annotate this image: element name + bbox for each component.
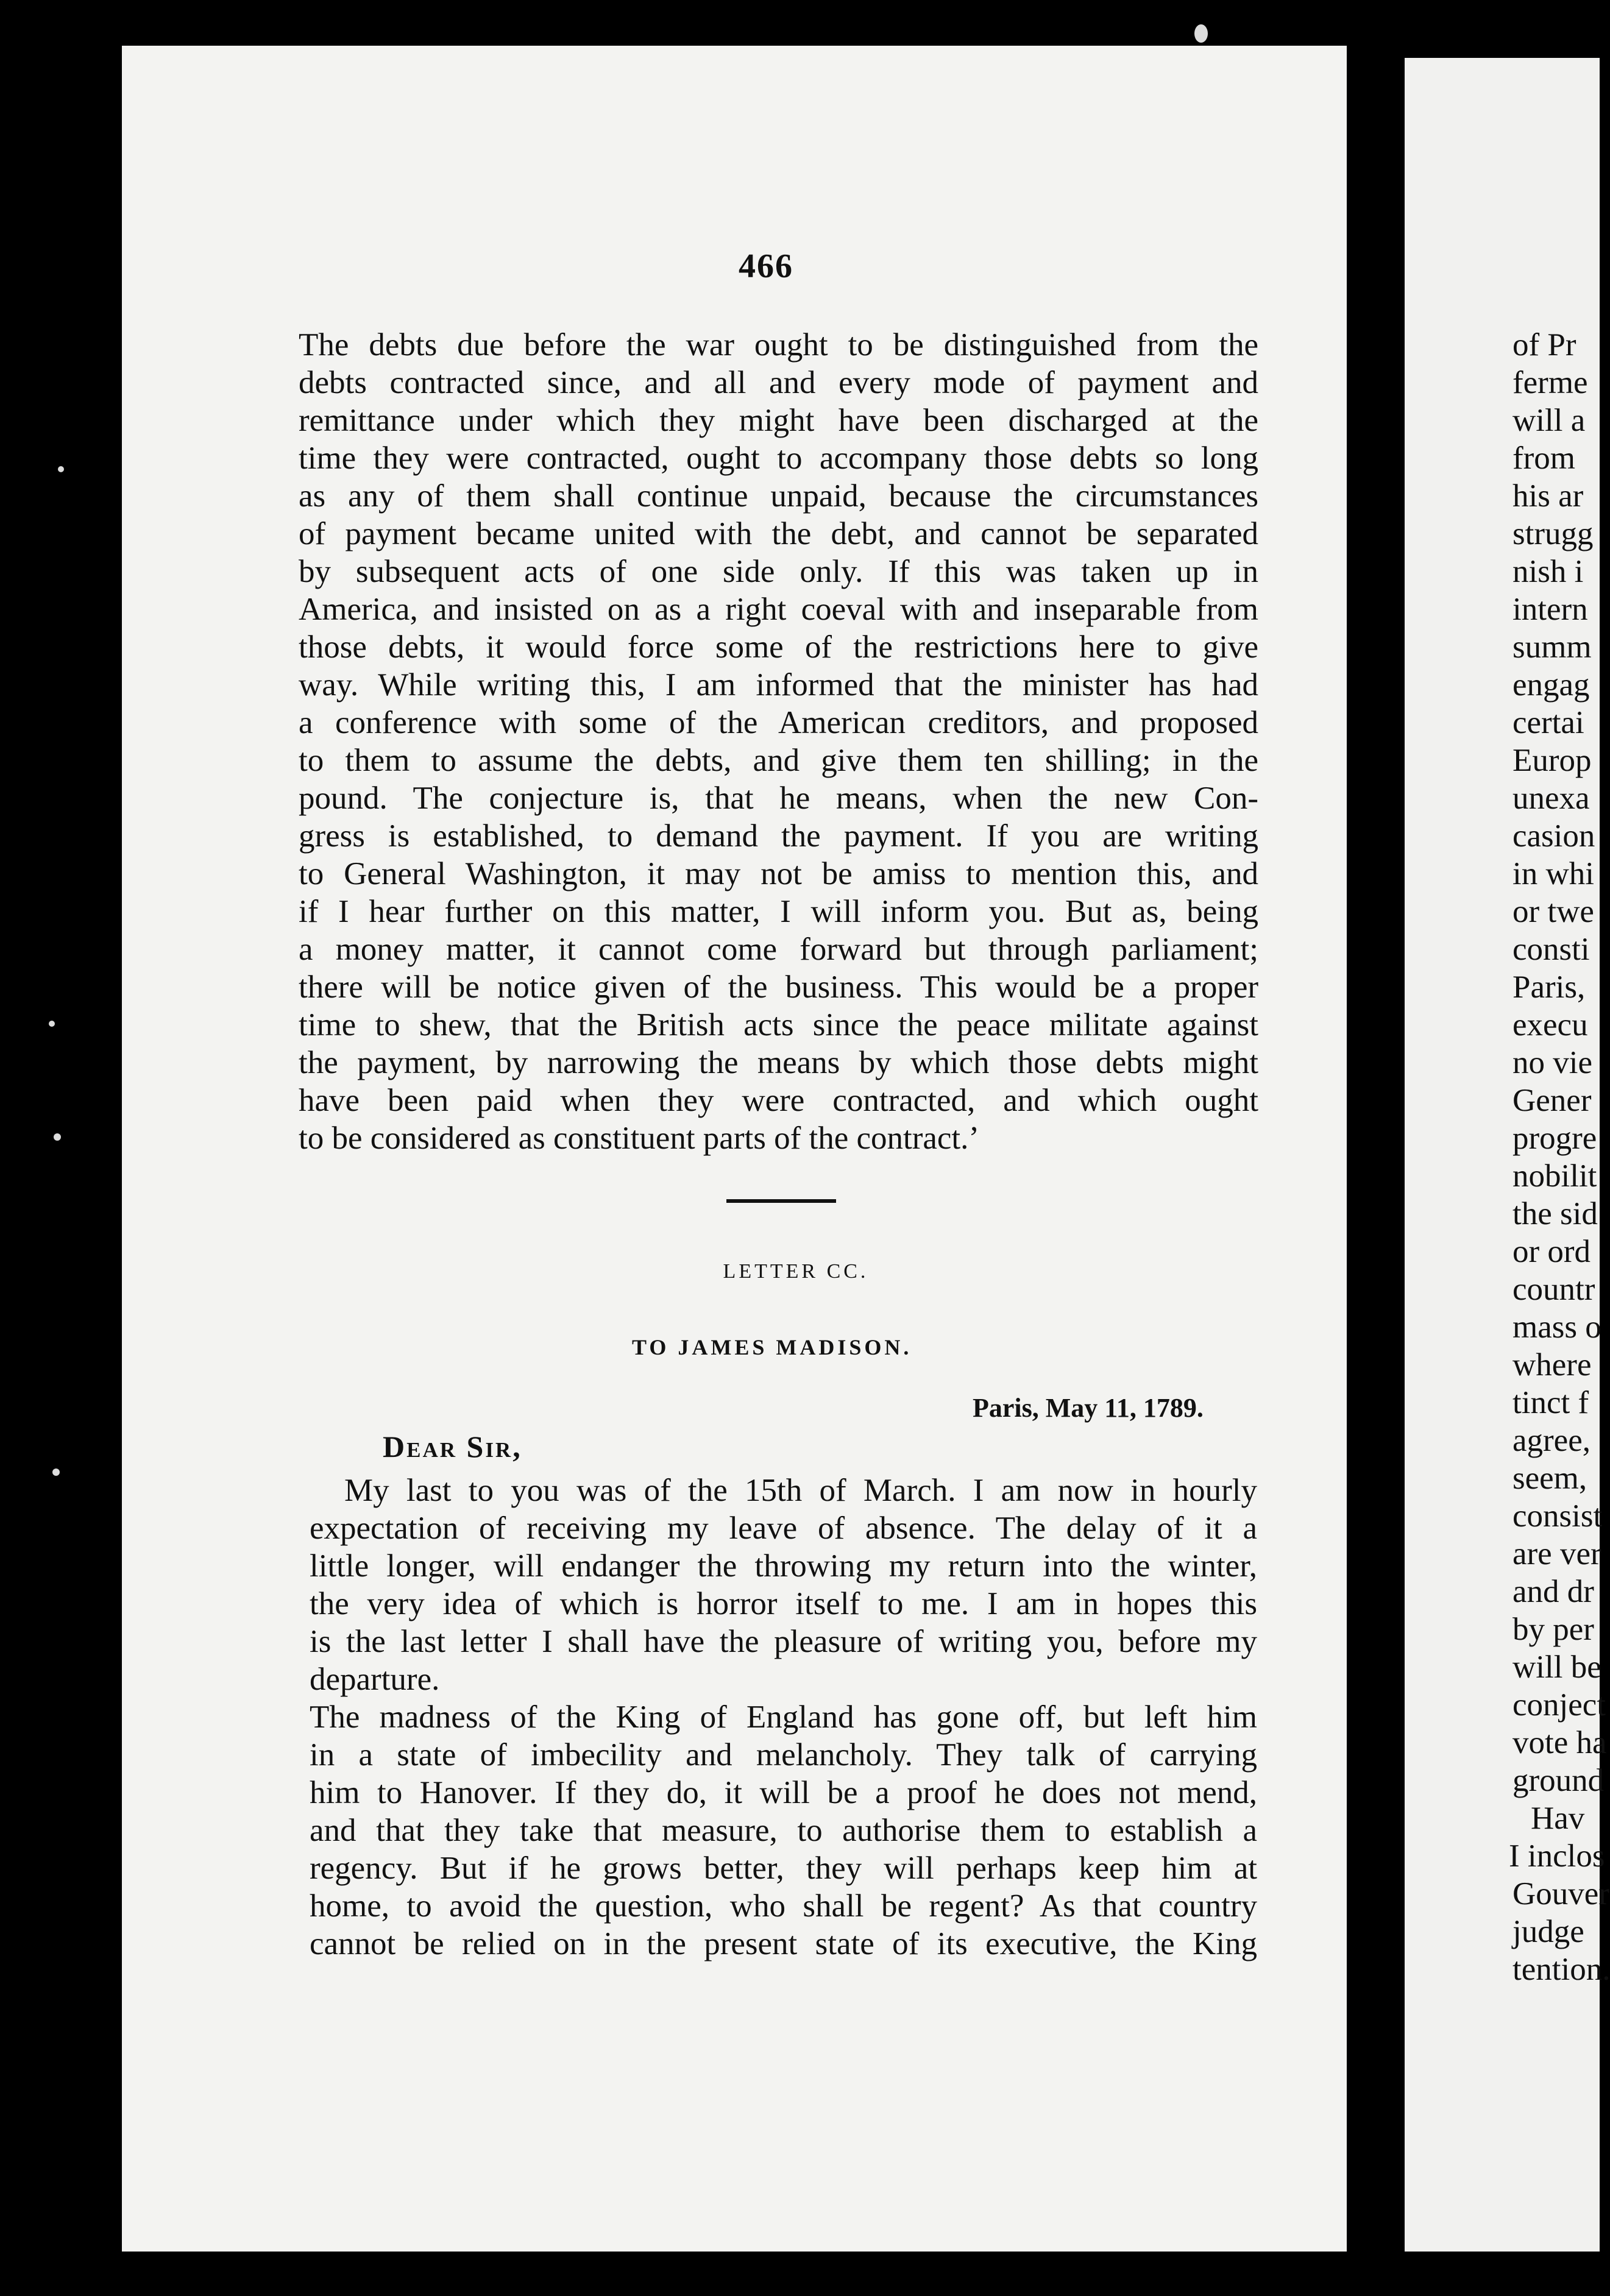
text-line: there will be notice given of the business. This would be a proper <box>299 969 1258 1005</box>
text-line: gress is established, to demand the payment. If you are writing <box>299 818 1258 854</box>
letter-heading: LETTER CC. <box>723 1260 869 1283</box>
fragment-line: tention. <box>1512 1952 1610 1987</box>
text-line: a money matter, it cannot come forward but through parliament; <box>299 932 1258 967</box>
fragment-line: Gener <box>1512 1083 1592 1118</box>
text-line: to be considered as constituent parts of the contract.’ <box>299 1121 980 1156</box>
text-line: to them to assume the debts, and give them ten shilling; in the <box>299 743 1258 778</box>
section-divider <box>726 1199 836 1203</box>
text-line: The debts due before the war ought to be distinguished from the <box>299 327 1258 363</box>
text-line: time to shew, that the British acts since the peace militate against <box>299 1007 1258 1043</box>
fragment-line: Gouver <box>1512 1876 1609 1912</box>
text-line: home, to avoid the question, who shall be regent? As that country <box>310 1888 1257 1924</box>
page-number: 466 <box>739 247 793 285</box>
text-line: cannot be relied on in the present state of its executive, the King <box>310 1926 1257 1961</box>
fragment-line: will a <box>1512 403 1586 438</box>
text-line: little longer, will endanger the throwing my return into the winter, <box>310 1548 1257 1584</box>
fragment-line: consti <box>1512 932 1590 967</box>
text-line: The madness of the King of England has gone off, but left him <box>310 1699 1257 1735</box>
text-line: debts contracted since, and all and every mode of payment and <box>299 365 1258 400</box>
text-line: way. While writing this, I am informed that the minister has had <box>299 667 1258 703</box>
text-line: of payment became united with the debt, and cannot be separated <box>299 516 1258 551</box>
scan-speck <box>1194 24 1208 43</box>
fragment-line: are ver <box>1512 1536 1601 1571</box>
text-line: to General Washington, it may not be amiss to mention this, and <box>299 856 1258 891</box>
fragment-line: mass o <box>1512 1309 1601 1345</box>
fragment-line: no vie <box>1512 1045 1592 1080</box>
text-line: America, and insisted on as a right coeval with and inseparable from <box>299 592 1258 627</box>
fragment-line: the sid <box>1512 1196 1598 1231</box>
fragment-line: of Pr <box>1512 327 1576 363</box>
fragment-line: Paris, <box>1512 969 1586 1005</box>
fragment-line: judge <box>1512 1914 1584 1949</box>
text-line: expectation of receiving my leave of absence. The delay of it a <box>310 1511 1257 1546</box>
text-line: departure. <box>310 1662 440 1697</box>
fragment-line: strugg <box>1512 516 1594 551</box>
fragment-line: Europ <box>1512 743 1592 778</box>
fragment-line: nish i <box>1512 554 1584 589</box>
scan-speck <box>54 1133 61 1141</box>
fragment-line: in whi <box>1512 856 1594 891</box>
fragment-line: from <box>1512 441 1576 476</box>
text-line: as any of them shall continue unpaid, because the circumstances <box>299 478 1258 514</box>
text-line: the very idea of which is horror itself to me. I am in hopes this <box>310 1586 1257 1621</box>
fragment-line: intern <box>1512 592 1588 627</box>
text-line: pound. The conjecture is, that he means, when the new Con- <box>299 781 1258 816</box>
fragment-line: ferme <box>1512 365 1588 400</box>
text-line: and that they take that measure, to authorise them to establish a <box>310 1813 1257 1848</box>
fragment-line: I inclos <box>1509 1838 1605 1874</box>
scan-speck <box>49 1021 55 1027</box>
fragment-line: Hav <box>1531 1801 1585 1836</box>
text-line: remittance under which they might have been discharged at the <box>299 403 1258 438</box>
fragment-line: execu <box>1512 1007 1588 1043</box>
text-line: have been paid when they were contracted, and which ought <box>299 1083 1258 1118</box>
text-line: by subsequent acts of one side only. If this was taken up in <box>299 554 1258 589</box>
fragment-line: unexa <box>1512 781 1590 816</box>
fragment-line: consist <box>1512 1498 1603 1534</box>
fragment-line: will be <box>1512 1649 1601 1685</box>
fragment-line: where <box>1512 1347 1592 1383</box>
fragment-line: summ <box>1512 629 1592 665</box>
fragment-line: conject <box>1512 1687 1606 1723</box>
fragment-line: tinct f <box>1512 1385 1589 1420</box>
text-line: regency. But if he grows better, they will perhaps keep him at <box>310 1851 1257 1886</box>
letter-salutation: Dear Sir, <box>383 1430 522 1464</box>
scan-speck <box>52 1469 60 1476</box>
fragment-line: nobilit <box>1512 1158 1597 1194</box>
text-line: the payment, by narrowing the means by which those debts might <box>299 1045 1258 1080</box>
fragment-line: certai <box>1512 705 1584 740</box>
fragment-line: or twe <box>1512 894 1594 929</box>
text-line: if I hear further on this matter, I will inform you. But as, being <box>299 894 1258 929</box>
fragment-line: or ord <box>1512 1234 1591 1269</box>
fragment-line: casion <box>1512 818 1595 854</box>
text-line: in a state of imbecility and melancholy. They talk of carrying <box>310 1737 1257 1773</box>
text-line: those debts, it would force some of the restrictions here to give <box>299 629 1258 665</box>
fragment-line: progre <box>1512 1121 1597 1156</box>
fragment-line: agree, <box>1512 1423 1590 1458</box>
text-line: is the last letter I shall have the pleasure of writing you, before my <box>310 1624 1257 1659</box>
fragment-line: engag <box>1512 667 1590 703</box>
fragment-line: vote ha <box>1512 1725 1607 1760</box>
fragment-line: by per <box>1512 1612 1594 1647</box>
text-line: him to Hanover. If they do, it will be a proof he does not mend, <box>310 1775 1257 1810</box>
text-line: My last to you was of the 15th of March. I am now in hourly <box>344 1473 1257 1508</box>
fragment-line: seem, <box>1512 1461 1587 1496</box>
text-line: time they were contracted, ought to accompany those debts so long <box>299 441 1258 476</box>
letter-dateline: Paris, May 11, 1789. <box>973 1393 1204 1423</box>
scan-speck <box>58 466 64 472</box>
fragment-line: countr <box>1512 1272 1595 1307</box>
fragment-line: his ar <box>1512 478 1584 514</box>
text-line: a conference with some of the American creditors, and proposed <box>299 705 1258 740</box>
fragment-line: ground <box>1512 1763 1605 1798</box>
fragment-line: and dr <box>1512 1574 1594 1609</box>
letter-recipient: TO JAMES MADISON. <box>632 1335 912 1359</box>
